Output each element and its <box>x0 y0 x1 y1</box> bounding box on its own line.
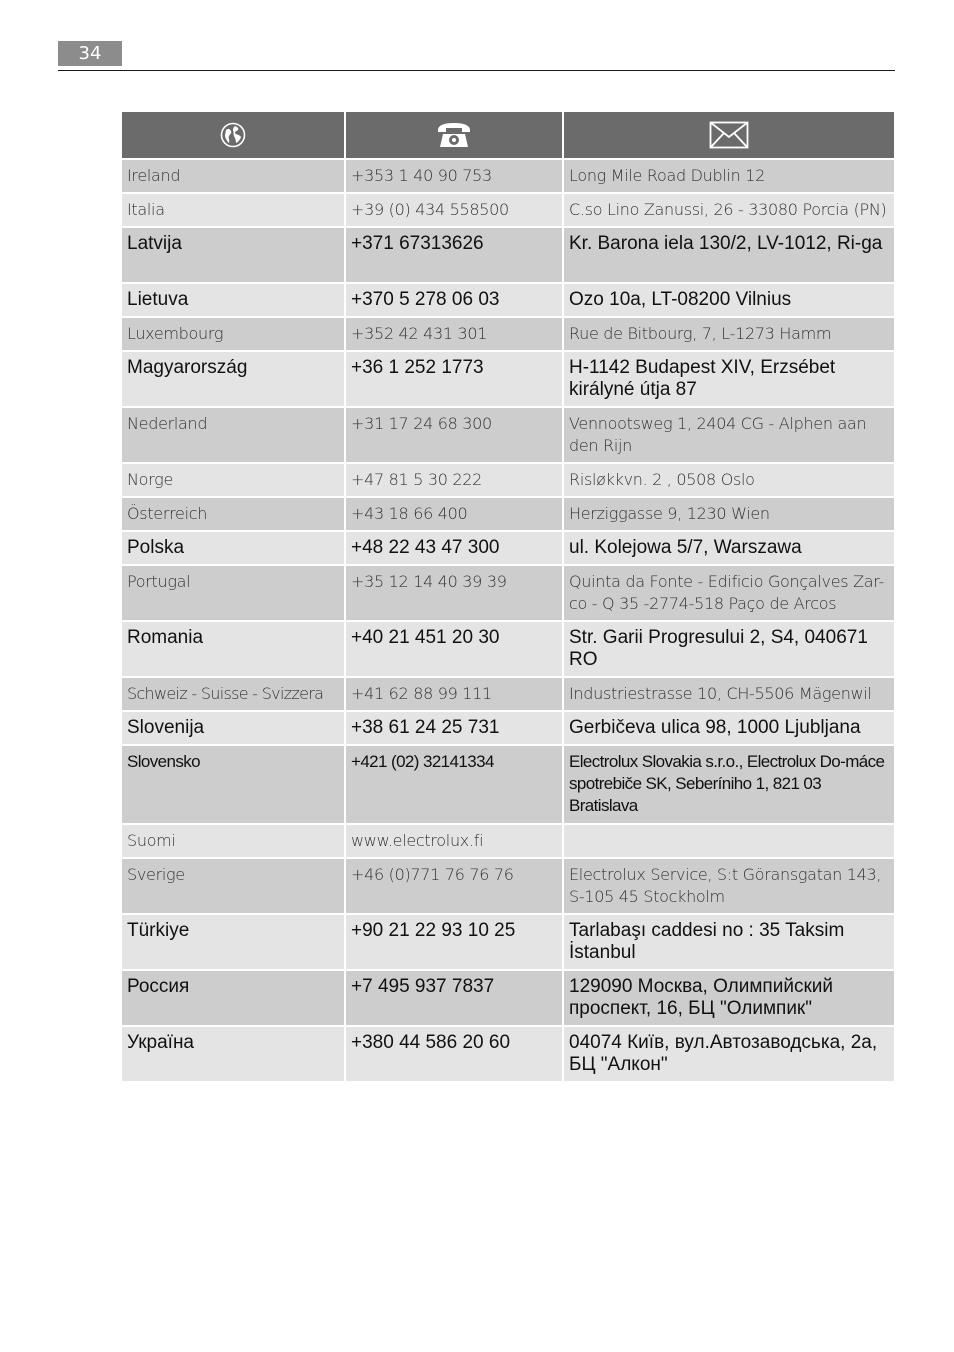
phone-cell: +31 17 24 68 300 <box>346 408 564 464</box>
address-cell: Str. Garii Progresului 2, S4, 040671 RO <box>564 622 894 678</box>
table-row <box>122 622 894 678</box>
table-row <box>122 566 894 622</box>
table-row <box>122 318 894 352</box>
country-cell: Nederland <box>122 408 346 464</box>
phone-cell: +48 22 43 47 300 <box>346 532 564 566</box>
phone-cell: +35 12 14 40 39 39 <box>346 566 564 622</box>
table-header-row <box>122 112 894 160</box>
phone-cell: +40 21 451 20 30 <box>346 622 564 678</box>
table-row <box>122 859 894 915</box>
address-cell: Tarlabaşı caddesi no : 35 Taksim İstanbul <box>564 915 894 971</box>
address-column-header <box>564 112 894 160</box>
phone-cell: +36 1 252 1773 <box>346 352 564 408</box>
service-contacts-table <box>122 112 894 1083</box>
phone-cell: +352 42 431 301 <box>346 318 564 352</box>
country-column-header <box>122 112 346 160</box>
globe-icon <box>220 122 246 148</box>
country-cell: Magyarország <box>122 352 346 408</box>
country-cell: Romania <box>122 622 346 678</box>
country-cell: Schweiz - Suisse - Svizzera <box>122 678 346 712</box>
envelope-icon <box>709 121 749 149</box>
address-cell: Electrolux Service, S:t Göransgatan 143, S-105 45 Stockholm <box>564 859 894 915</box>
address-cell: Herziggasse 9, 1230 Wien <box>564 498 894 532</box>
phone-cell: +41 62 88 99 111 <box>346 678 564 712</box>
phone-cell: +43 18 66 400 <box>346 498 564 532</box>
table-row <box>122 284 894 318</box>
page-number: 34 <box>58 41 122 66</box>
address-cell: ul. Kolejowa 5/7, Warszawa <box>564 532 894 566</box>
phone-cell: +7 495 937 7837 <box>346 971 564 1027</box>
country-cell: Slovensko <box>122 746 346 825</box>
address-cell: 04074 Київ, вул.Автозаводська, 2а, БЦ "Алкон" <box>564 1027 894 1083</box>
table-row <box>122 825 894 859</box>
phone-cell: +90 21 22 93 10 25 <box>346 915 564 971</box>
phone-cell: +380 44 586 20 60 <box>346 1027 564 1083</box>
country-cell: Portugal <box>122 566 346 622</box>
phone-cell: +46 (0)771 76 76 76 <box>346 859 564 915</box>
country-cell: Lietuva <box>122 284 346 318</box>
country-cell: Ireland <box>122 160 346 194</box>
country-cell: Sverige <box>122 859 346 915</box>
address-cell <box>564 825 894 859</box>
table-row <box>122 712 894 746</box>
country-cell: Россия <box>122 971 346 1027</box>
table-row <box>122 915 894 971</box>
phone-cell: +371 67313626 <box>346 228 564 284</box>
country-cell: Polska <box>122 532 346 566</box>
telephone-icon <box>435 121 473 149</box>
phone-cell: +39 (0) 434 558500 <box>346 194 564 228</box>
address-cell: 129090 Москва, Олимпийский проспект, 16, БЦ "Олимпик" <box>564 971 894 1027</box>
phone-cell: www.electrolux.fi <box>346 825 564 859</box>
address-cell: Gerbičeva ulica 98, 1000 Ljubljana <box>564 712 894 746</box>
header-rule <box>58 70 895 71</box>
phone-cell: +353 1 40 90 753 <box>346 160 564 194</box>
address-cell: C.so Lino Zanussi, 26 - 33080 Porcia (PN) <box>564 194 894 228</box>
address-cell: Electrolux Slovakia s.r.o., Electrolux Do-máce spotrebiče SK, Seberíniho 1, 821 03 Bratislava <box>564 746 894 825</box>
table-row <box>122 408 894 464</box>
address-cell: Industriestrasse 10, CH-5506 Mägenwil <box>564 678 894 712</box>
table-row <box>122 971 894 1027</box>
phone-cell: +47 81 5 30 222 <box>346 464 564 498</box>
phone-cell: +421 (02) 32141334 <box>346 746 564 825</box>
address-cell: Rue de Bitbourg, 7, L-1273 Hamm <box>564 318 894 352</box>
country-cell: Latvija <box>122 228 346 284</box>
address-cell: Risløkkvn. 2 , 0508 Oslo <box>564 464 894 498</box>
address-cell: Long Mile Road Dublin 12 <box>564 160 894 194</box>
table-row <box>122 464 894 498</box>
table-row <box>122 194 894 228</box>
phone-cell: +370 5 278 06 03 <box>346 284 564 318</box>
table-row <box>122 160 894 194</box>
country-cell: Italia <box>122 194 346 228</box>
address-cell: Kr. Barona iela 130/2, LV-1012, Ri-ga <box>564 228 894 284</box>
address-cell: Quinta da Fonte - Edificio Gonçalves Zar-co - Q 35 -2774-518 Paço de Arcos <box>564 566 894 622</box>
address-cell: H-1142 Budapest XIV, Erzsébet királyné útja 87 <box>564 352 894 408</box>
phone-cell: +38 61 24 25 731 <box>346 712 564 746</box>
table-row <box>122 678 894 712</box>
country-cell: Україна <box>122 1027 346 1083</box>
table-row <box>122 498 894 532</box>
country-cell: Norge <box>122 464 346 498</box>
country-cell: Österreich <box>122 498 346 532</box>
table-row <box>122 746 894 825</box>
address-cell: Vennootsweg 1, 2404 CG - Alphen aan den Rijn <box>564 408 894 464</box>
country-cell: Türkiye <box>122 915 346 971</box>
address-cell: Ozo 10a, LT-08200 Vilnius <box>564 284 894 318</box>
phone-column-header <box>346 112 564 160</box>
country-cell: Suomi <box>122 825 346 859</box>
table-row <box>122 352 894 408</box>
country-cell: Luxembourg <box>122 318 346 352</box>
table-row <box>122 532 894 566</box>
table-row <box>122 1027 894 1083</box>
country-cell: Slovenija <box>122 712 346 746</box>
table-row <box>122 228 894 284</box>
